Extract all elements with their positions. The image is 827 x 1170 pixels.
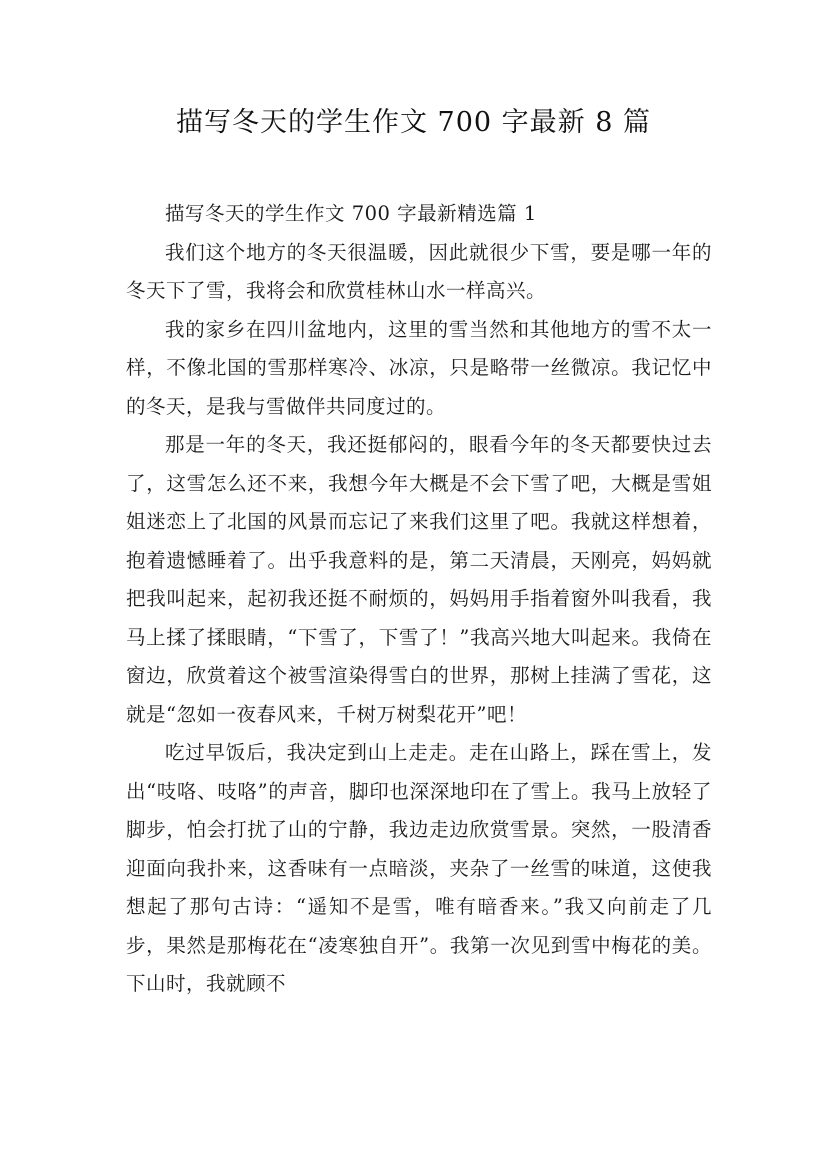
paragraph: 我们这个地方的冬天很温暖，因此就很少下雪，要是哪一年的冬天下了雪，我将会和欣赏桂林山水一样高兴。 [126,240,712,302]
section-heading: 描写冬天的学生作文 700 字最新精选篇 1 [165,202,537,225]
paragraph: 吃过早饭后，我决定到山上走走。走在山路上，踩在雪上，发出“吱咯、吱咯”的声音，脚印也深深地印在了雪上。我马上放轻了脚步，怕会打扰了山的宁静，我边走边欣赏雪景。突然，一股清香迎面向我扑来，这香味有一点暗淡，夹杂了一丝雪的味道，这使我想起了那句古诗：“遥知不是雪，唯有暗香来。”我又向前走了几步，果然是那梅花在“凌寒独自开”。我第一次见到雪中梅花的美。下山时，我就顾不 [126,741,712,995]
document-body [126,195,712,1004]
paragraph: 那是一年的冬天，我还挺郁闷的，眼看今年的冬天都要快过去了，这雪怎么还不来，我想今年大概是不会下雪了吧，大概是雪姐姐迷恋上了北国的风景而忘记了来我们这里了吧。我就这样想着，抱着遗憾睡着了。出乎我意料的是，第二天清晨，天刚亮，妈妈就把我叫起来，起初我还挺不耐烦的，妈妈用手指着窗外叫我看，我马上揉了揉眼睛，“下雪了，下雪了！”我高兴地大叫起来。我倚在窗边，欣赏着这个被雪渲染得雪白的世界，那树上挂满了雪花，这就是“忽如一夜春风来，千树万树梨花开”吧！ [126,433,712,726]
paragraph: 我的家乡在四川盆地内，这里的雪当然和其他地方的雪不太一样，不像北国的雪那样寒冷、冰凉，只是略带一丝微凉。我记忆中的冬天，是我与雪做伴共同度过的。 [126,317,712,418]
document-title: 描写冬天的学生作文 700 字最新 8 篇 [175,107,652,138]
